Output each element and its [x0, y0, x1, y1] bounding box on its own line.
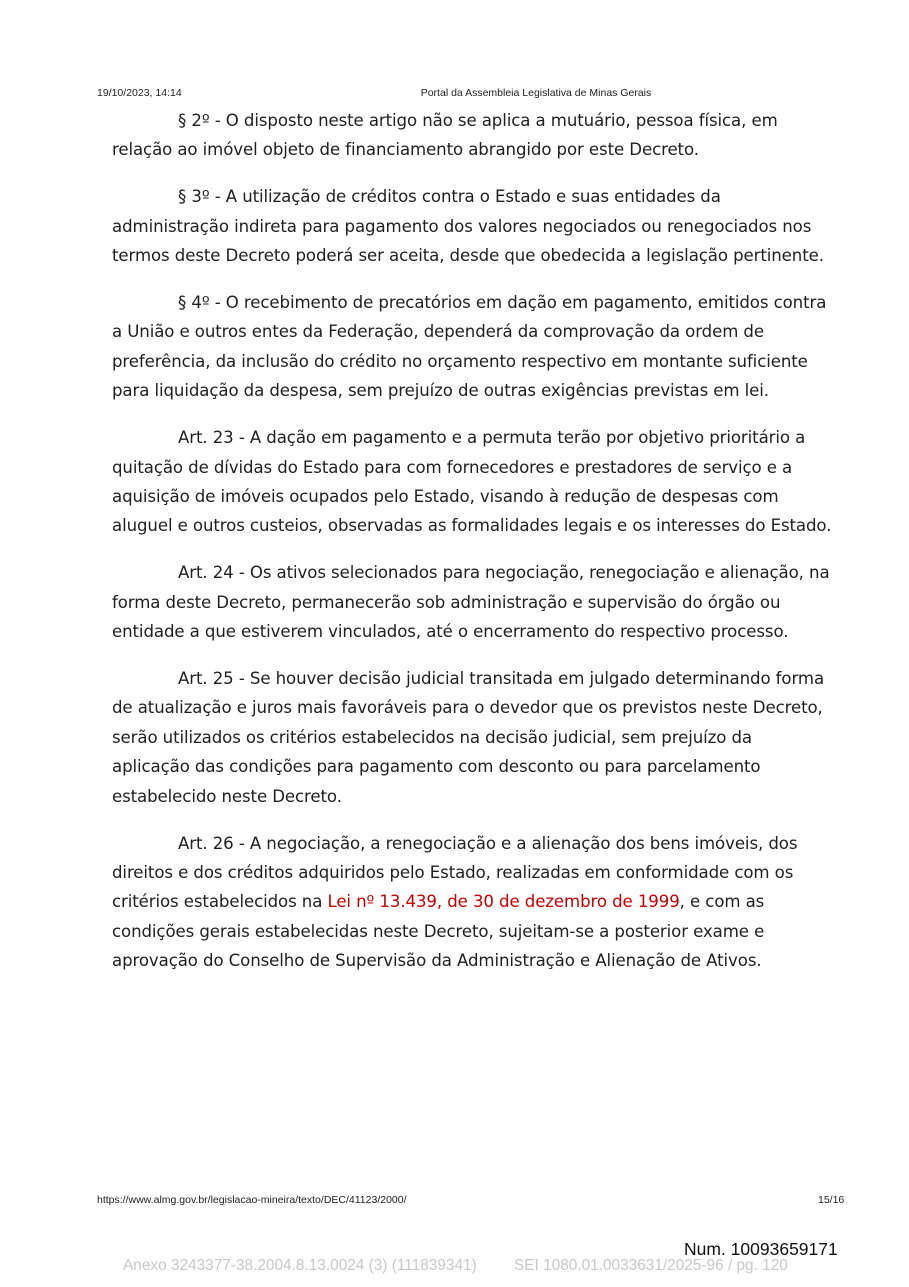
page-url: https://www.almg.gov.br/legislacao-mineira/texto/DEC/41123/2000/: [97, 1194, 407, 1206]
art26-text-before: Art. 26 - A negociação, a renegociação e a alienação dos bens imóveis, dos direitos e dos créditos adquiridos pelo Estado, realizadas em conformidade com os critérios estabelecidos na: [112, 833, 798, 912]
paragraph-par2: § 2º - O disposto neste artigo não se aplica a mutuário, pessoa física, em relação ao imóvel objeto de financiamento abrangido por este Decreto.: [112, 111, 778, 160]
paragraph-par4: § 4º - O recebimento de precatórios em dação em pagamento, emitidos contra a União e outros entes da Federação, dependerá da comprovação da ordem de preferência, da inclusão do crédito no orçamento respectivo em montante suficiente para liquidação da despesa, sem prejuízo de outras exigências previstas em lei.: [112, 293, 827, 401]
paragraph-par3: § 3º - A utilização de créditos contra o Estado e suas entidades da administração indireta para pagamento dos valores negociados ou renegociados nos termos deste Decreto poderá ser aceita, desde que obedecida a legislação pertinente.: [112, 187, 824, 266]
document-body: [112, 106, 832, 993]
page-number: 15/16: [818, 1194, 845, 1206]
annex-stamp: Anexo 3243377-38.2004.8.13.0024 (3) (111839341): [123, 1257, 477, 1274]
law-link[interactable]: Lei nº 13.439, de 30 de dezembro de 1999: [327, 892, 680, 912]
print-datetime: 19/10/2023, 14:14: [97, 87, 182, 99]
art26-text-after: , e com as condições gerais estabelecidas neste Decreto, sujeitam-se a posterior exame e aprovação do Conselho de Supervisão da Administração e Alienação de Ativos.: [112, 892, 765, 971]
document-number-stamp: Num. 10093659171: [684, 1239, 838, 1259]
site-title: Portal da Assembleia Legislativa de Minas Gerais: [420, 87, 652, 99]
paragraph-art25: Art. 25 - Se houver decisão judicial transitada em julgado determinando forma de atualização e juros mais favoráveis para o devedor que os previstos neste Decreto, serão utilizados os critérios estabelecidos na decisão judicial, sem prejuízo da aplicação das condições para pagamento com desconto ou para parcelamento estabelecido neste Decreto.: [112, 669, 825, 806]
paragraph-art26: [112, 829, 832, 976]
sei-stamp: SEI 1080.01.0033631/2025-96 / pg. 120: [514, 1257, 788, 1274]
paragraph-art23: Art. 23 - A dação em pagamento e a permuta terão por objetivo prioritário a quitação de dívidas do Estado para com fornecedores e prestadores de serviço e a aquisição de imóveis ocupados pelo Estado, visando à redução de despesas com aluguel e outros custeios, observadas as formalidades legais e os interesses do Estado.: [112, 428, 832, 536]
paragraph-art24: Art. 24 - Os ativos selecionados para negociação, renegociação e alienação, na forma deste Decreto, permanecerão sob administração e supervisão do órgão ou entidade a que estiverem vinculados, até o encerramento do respectivo processo.: [112, 563, 830, 642]
